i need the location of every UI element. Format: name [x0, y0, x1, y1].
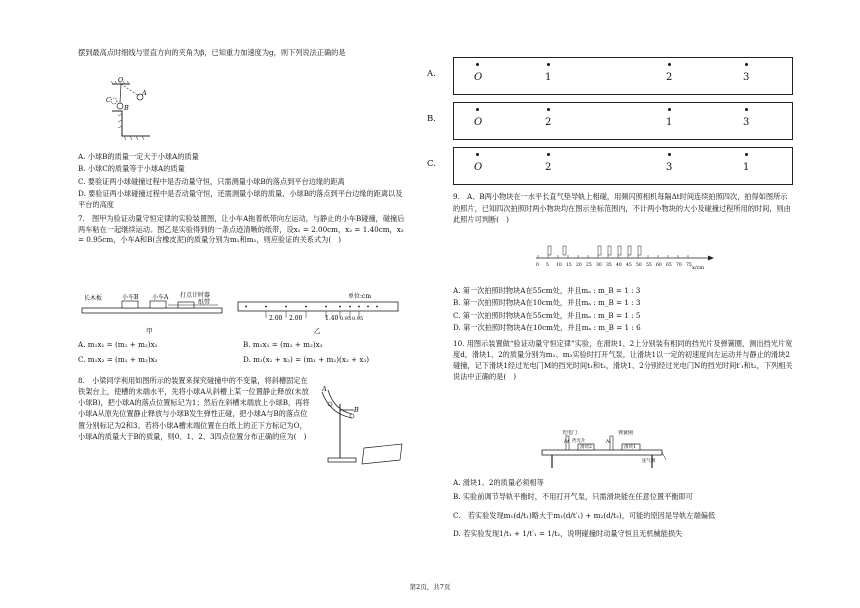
- q9-photo-block: [608, 246, 611, 255]
- q6-label-a: A: [142, 89, 147, 97]
- q7-figure: [78, 288, 408, 336]
- q9-axis-figure: [528, 236, 728, 272]
- q9-axis-tick-label: 40: [616, 263, 622, 268]
- q7-label-unit: 单位:cm: [348, 293, 372, 300]
- q6-option-c: C. 要验证两小球碰撞过程中是否动量守恒，只需测量小球B的落点到平台边缘的距离: [78, 176, 345, 186]
- band-dot: [547, 63, 550, 66]
- band-b-label: B.: [427, 114, 436, 124]
- band-mark-label: 2: [545, 117, 552, 128]
- q10-stem: 10. 用图示装置做“验证动量守恒定律”实验，在滑块1、2上分别装有相同的挡光片及弹簧圈，测出挡光片宽度d，滑块1、2的质量分别为m₁、m₂实验时打开气泵，让滑块1以一定的初速度向左运动并与静止的滑块2碰撞，记下滑块1经过光电门M的挡光时间t₁和t₂，滑块1、2分别经过光电门N的挡光时间t′₁和t₂，下列相关说法中正确的是( ): [453, 338, 793, 382]
- q7-label-tape: 纸带: [198, 299, 211, 306]
- q6-option-b: B. 小球C的质量等于小球A的质量: [78, 164, 185, 174]
- q7-option-b: B. m₁x₁ = (m₁ + m₂)x₃: [243, 340, 323, 349]
- q7-label-jia: 甲: [146, 327, 153, 335]
- q6-label-c: C: [106, 96, 111, 104]
- q9-photo-block: [598, 246, 601, 255]
- q9-photo-block: [548, 246, 551, 255]
- left-column: [78, 48, 408, 60]
- q10-option-c: C. 若实验发现m₁(d/t₁)略大于m₁(d/t′₁) + m₂(d/t₂)，可能的原因是导轨左端偏低: [453, 510, 716, 520]
- q9-axis-tick-label: 20: [576, 263, 582, 268]
- option-band-c: [427, 147, 793, 185]
- q10-option-d: D. 若实验发现1/t₁ + 1/t′₁ = 1/t₂，说明碰撞时动量守恒且无机械能损失: [453, 529, 683, 539]
- band-dot: [547, 108, 550, 111]
- q6-option-d: D. 要验证两小球碰撞过程中是否动量守恒，还需测量小球的质量、小球B的落点到平台边缘的距离以及平台的高度: [78, 189, 403, 209]
- q10-label-spring: 弹簧圈: [618, 430, 634, 436]
- q9-axis-tick-label: 25: [586, 263, 592, 268]
- q10-label-gate: 光电门: [562, 430, 578, 436]
- band-dot: [668, 108, 671, 111]
- band-mark-label: O: [474, 72, 483, 83]
- q9-option-b: B. 第一次拍照时物块A在10cm处，并且mₐ : m_B = 1 : 3: [453, 298, 641, 308]
- band-mark-label: 1: [666, 117, 673, 128]
- q9-axis-tick-label: 65: [666, 263, 672, 268]
- q7-seg-1: 2.00: [269, 315, 283, 322]
- q8-label-a: A: [322, 385, 327, 393]
- q6-label-o: O: [118, 76, 124, 84]
- band-mark-label: O: [474, 162, 483, 173]
- q7-option-d: D. m₁(x₁ + x₂) = (m₁ + m₂)(x₂ + x₃): [243, 355, 370, 365]
- page-footer: 第2页，共7页: [409, 583, 451, 591]
- q9-axis-tick-label: 55: [646, 263, 652, 268]
- q9-photo-block: [638, 246, 641, 255]
- q6-tail: 摆到最高点时细线与竖直方向的夹角为β，已知重力加速度为g，则下列说法正确的是: [78, 48, 346, 57]
- q9-axis-tick-label: 5: [546, 263, 549, 268]
- option-band-a: [427, 57, 793, 95]
- q9-axis-tick-label: 0: [536, 263, 539, 268]
- band-mark-label: 3: [666, 162, 673, 173]
- q6-option-a: A. 小球B的质量一定大于小球A的质量: [78, 152, 199, 161]
- q8-stem: 8. 小梁同学利用如图所示的装置来探究碰撞中的不变量，将斜槽固定在铁架台上，使槽的末端水平，先将小球A从斜槽上某一位置静止释放(未放小球B)，把小球A的落点位置标记为1；然后在斜槽末端放上小球B，再将小球A从原先位置静止释放与小球B发生弹性正碰，把小球A与B的落点位置分别标记为2和3。若将小球A槽末端位置在白纸上的正下方标记为O，小球A的质量大于B的质量，则0、1、2、3四点位置分布正确的应为( ): [78, 376, 310, 441]
- q9-axis-tick-label: 30: [596, 263, 602, 268]
- band-a-label: A.: [427, 69, 436, 79]
- q9-axis-tick-label: 45: [626, 263, 632, 268]
- q9-options: [453, 284, 793, 384]
- q7-seg-5: 0.95: [352, 316, 364, 322]
- q6-label-b: B: [124, 104, 129, 112]
- band-mark-label: O: [474, 117, 483, 128]
- q8-label-b: B: [354, 406, 359, 414]
- q10-label-m: M: [564, 439, 570, 445]
- q9-stem: 9. A、B两小物块在一水平长直气垫导轨上相碰，用频闪照相机每隔Δt时间连续拍照四次，拍得如图所示的照片，已知四次拍照时两小物块均在图示坐标范围内，不计两小物块的大小及碰撞过程所用的时间，则由此照片可判断( ): [453, 192, 791, 225]
- band-dot: [476, 153, 479, 156]
- band-mark-label: 3: [743, 117, 750, 128]
- q9-axis-tick-label: 35: [606, 263, 612, 268]
- band-mark-label: 2: [666, 72, 673, 83]
- q9-axis-tick-label: 50: [636, 263, 642, 268]
- band-dot: [668, 153, 671, 156]
- q9-option-d: D. 第一次拍照时物块A在10cm处，并且mₐ : m_B = 1 : 6: [453, 323, 641, 333]
- q7-stem: 7. 图甲为验证动量守恒定律的实验装置图，让小车A拖着纸带向左运动，与静止的小车B碰撞，碰撞后两车粘在一起继续运动。图乙是实验得到的一条点迹清晰的纸带，设x₁ = 2.00cm，x₂ = 1.40cm，x₃ = 0.95cm，小车A和B(含橡皮泥)的质量分别为m₁和m₂，则应验证的关系式为( ): [78, 214, 405, 245]
- band-dot: [745, 63, 748, 66]
- band-dot: [476, 63, 479, 66]
- band-dot: [745, 153, 748, 156]
- band-mark-label: 1: [743, 162, 750, 173]
- band-dot: [476, 108, 479, 111]
- q9-axis-tick-label: 60: [656, 263, 662, 268]
- band-dot: [745, 108, 748, 111]
- q10-label-slider1: 滑块1: [624, 445, 636, 450]
- q7-label-cart-a: 小车A: [152, 294, 169, 301]
- q9-photo-block: [563, 246, 566, 255]
- q9-axis-tick-label: 75: [686, 263, 692, 268]
- q9-option-a: A. 第一次拍照时物块A在55cm处，并且mₐ : m_B = 1 : 3: [453, 286, 641, 295]
- q10-label-slider2: 滑块2: [580, 445, 592, 450]
- band-dot: [668, 63, 671, 66]
- band-dot: [547, 153, 550, 156]
- q9-axis-tick-label: 15: [566, 263, 572, 268]
- q9-axis-tick-label: 70: [676, 263, 682, 268]
- q9-axis-unit: x/cm: [692, 265, 705, 271]
- q10-label-flag: 挡光片: [572, 439, 586, 444]
- band-mark-label: 1: [545, 72, 552, 83]
- q10-options: [453, 474, 793, 548]
- q9-photo-block: [618, 246, 621, 255]
- q7-option-a: A. m₁x₁ = (m₁ + m₂)x₂: [78, 340, 158, 349]
- q7-label-yi: 乙: [314, 327, 321, 335]
- band-c-label: C.: [427, 159, 436, 169]
- option-band-b: [427, 102, 793, 140]
- q7-options: [78, 340, 408, 366]
- q7-label-timer: 打点计时器: [180, 292, 211, 299]
- q9-option-c: C. 第一次拍照时物块A在55cm处，并且mₐ : m_B = 1 : 5: [453, 310, 641, 320]
- q7-seg-4: 0.95: [340, 316, 352, 322]
- q7-label-cart-b: 小车B: [122, 294, 139, 301]
- q10-label-n: N: [606, 439, 611, 445]
- q7-label-board: 长木板: [84, 295, 103, 302]
- q7-seg-2: 2.00: [289, 315, 303, 322]
- q10-figure: [538, 430, 668, 470]
- q7-option-c: C. m₁x₂ = (m₁ + m₂)x₃: [78, 355, 158, 365]
- q8-figure: [316, 384, 408, 468]
- q7-seg-3: 1.40: [325, 315, 339, 322]
- band-mark-label: 2: [545, 162, 552, 173]
- q10-option-b: B. 实验前调节导轨平衡时，不用打开气泵，只需滑块能在任意位置平衡即可: [453, 492, 693, 502]
- q10-option-a: A. 滑块1、2的质量必须相等: [453, 478, 544, 487]
- q6-pendulum-figure: [82, 76, 154, 144]
- q6-options: [78, 150, 408, 248]
- q9-photo-block: [628, 246, 631, 255]
- band-mark-label: 3: [743, 72, 750, 83]
- q9-axis-tick-label: 10: [556, 263, 562, 268]
- q10-label-air: 连气源: [642, 459, 656, 464]
